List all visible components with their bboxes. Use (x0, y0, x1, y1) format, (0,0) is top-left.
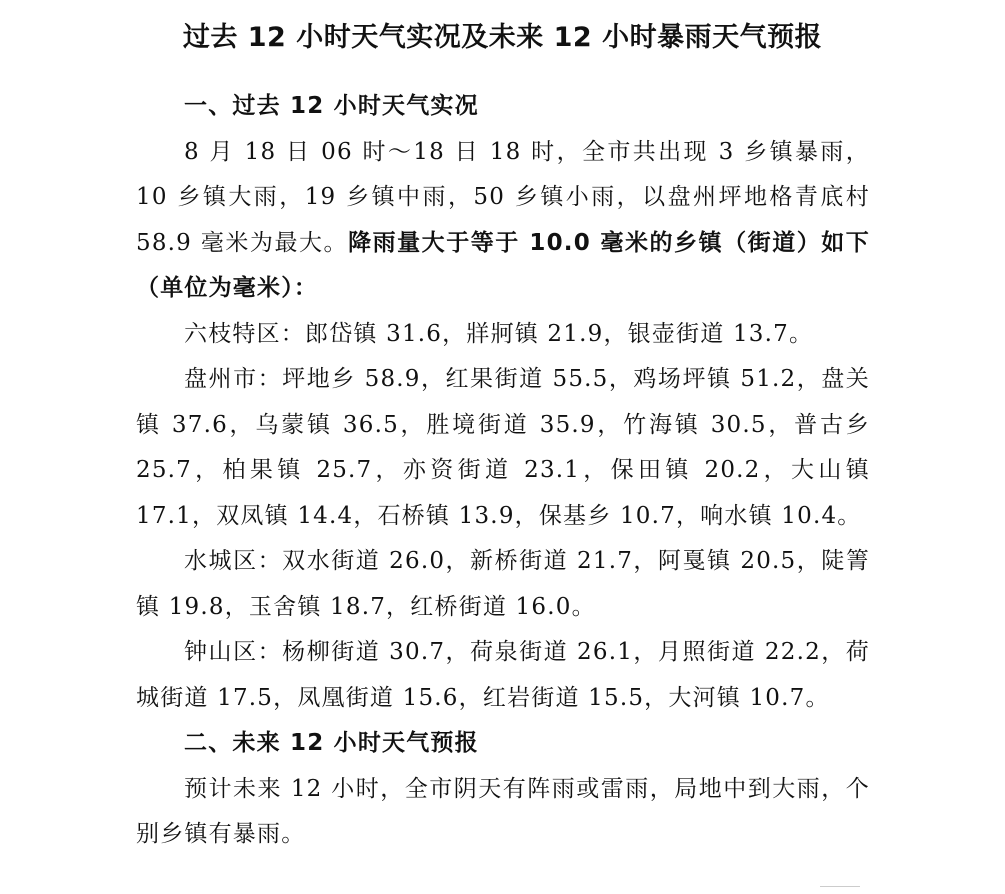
district-name: 钟山区： (184, 639, 283, 665)
district-values: 坪地乡 58.9，红果街道 55.5，鸡场坪镇 51.2，盘关镇 37.6，乌蒙镇 36.5，胜境街道 35.9，竹海镇 30.5，普古乡 25.7，柏果镇 25.7，亦资街道 23.1，保田镇 20.2，大山镇 17.1，双凤镇 14.4，石桥镇 13.9，保基乡 10.7，响水镇 10.4。 (136, 366, 870, 529)
district-values: 杨柳街道 30.7，荷泉街道 26.1，月照街道 22.2，荷城街道 17.5，凤凰街道 15.6，红岩街道 15.5，大河镇 10.7。 (136, 639, 870, 711)
district-values: 双水街道 26.0，新桥街道 21.7，阿戛镇 20.5，陡箐镇 19.8，玉舍镇 18.7，红桥街道 16.0。 (136, 548, 870, 620)
section1-heading: 一、过去 12 小时天气实况 (184, 93, 479, 119)
section1-summary: 8 月 18 日 06 时～18 日 18 时，全市共出现 3 乡镇暴雨，10 乡镇大雨，19 乡镇中雨，50 乡镇小雨，以盘州坪地格青底村 58.9 毫米为最大。 (136, 138, 870, 256)
district-paragraph-liuzhi (136, 312, 870, 358)
document-body (136, 84, 870, 858)
document-title: 过去 12 小时天气实况及未来 12 小时暴雨天气预报 (182, 22, 823, 53)
section2-heading: 二、未来 12 小时天气预报 (184, 730, 479, 756)
section2-forecast: 预计未来 12 小时，全市阴天有阵雨或雷雨，局地中到大雨，个别乡镇有暴雨。 (136, 775, 870, 847)
district-paragraph-panzhou (136, 357, 870, 539)
page-edge-divider (820, 886, 860, 891)
district-values: 郎岱镇 31.6，牂牁镇 21.9，银壶街道 13.7。 (305, 320, 814, 347)
district-name: 水城区： (184, 548, 283, 574)
district-name: 盘州市： (184, 366, 283, 392)
district-paragraph-shuicheng (136, 539, 870, 630)
section1-summary-paragraph (136, 130, 870, 312)
district-paragraph-zhongshan (136, 630, 870, 721)
section1-summary-bold: 降雨量大于等于 10.0 毫米的乡镇（街道）如下（单位为毫米）： (136, 229, 871, 301)
district-name: 六枝特区： (184, 320, 305, 347)
